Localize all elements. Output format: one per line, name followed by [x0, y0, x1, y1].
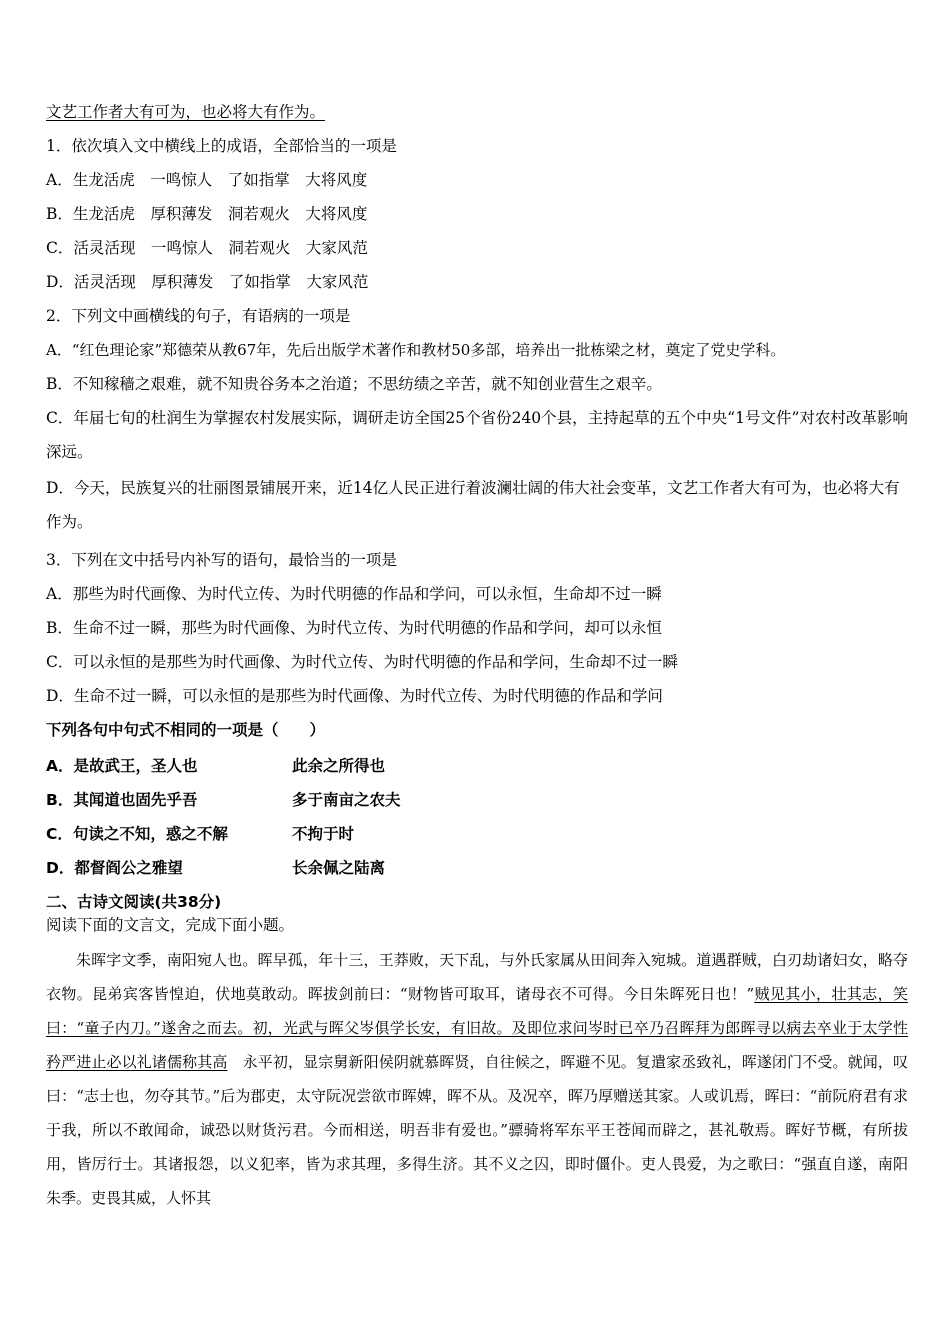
q1-option-a: A．生龙活虎 一鸣惊人 了如指掌 大将风度	[46, 171, 368, 189]
q2-option-d: D．今天，民族复兴的壮丽图景铺展开来，近14亿人民正进行着波澜壮阔的伟大社会变革，文艺工作者大有可为，也必将大有作为。	[46, 479, 900, 531]
q4-option-b	[46, 790, 401, 810]
q3-option-a: A．那些为时代画像、为时代立传、为时代明德的作品和学问，可以永恒，生命却不过一瞬	[46, 585, 662, 603]
classical-passage	[46, 943, 908, 1215]
q2-option-c: C．年届七旬的杜润生为掌握农村发展实际，调研走访全国25个省份240个县，主持起草的五个中央“1号文件”对农村改革影响深远。	[46, 409, 908, 461]
q4-option-c-right: 不拘于时	[292, 825, 355, 843]
passage-text-after: 永平初，显宗舅新阳侯阴就慕晖贤，自往候之，晖避不见。复遣家丞致礼，晖遂闭门不受。就闻，叹曰：“志士也，勿夺其节。”后为郡吏，太守阮况尝欲市晖婢，晖不从。及况卒，晖乃厚赠送其家。人或讥焉，晖曰：“前阮府君有求于我，所以不敢闻命，诚恐以财货污君。今而相送，明吾非有爱也。”骠骑将军东平王苍闻而辟之，甚礼敬焉。晖好节概，有所拔用，皆厉行士。其诸报怨，以义犯率，皆为求其理，多得生济。其不义之囚，即时僵仆。吏人畏爱，为之歌曰：“强直自遂，南阳朱季。吏畏其威，人怀其	[46, 1053, 908, 1207]
q1-stem: 1．依次填入文中横线上的成语，全部恰当的一项是	[46, 137, 397, 155]
section2-instruction: 阅读下面的文言文，完成下面小题。	[46, 916, 295, 934]
passage-underlined-text: 贼见其小，壮其志，笑曰：“童子内刀。”遂舍之而去。初，光武与晖父岑俱学长安，有旧故。及即位求问岑时已卒乃召晖拜为郎晖寻以病去卒业于太学性矜严进止必以礼诸儒称其高	[46, 985, 908, 1071]
q3-option-b: B．生命不过一瞬，那些为时代画像、为时代立传、为时代明德的作品和学问，却可以永恒	[46, 619, 662, 637]
q4-option-c	[46, 824, 354, 844]
q2-option-a: A．“红色理论家”郑德荣从教67年，先后出版学术著作和教材50多部，培养出一批栋梁之材，奠定了党史学科。	[46, 341, 786, 359]
top-line: 文艺工作者大有可为，也必将大有作为。	[46, 103, 326, 121]
q4-option-a-right: 此余之所得也	[292, 757, 386, 775]
q3-option-c: C．可以永恒的是那些为时代画像、为时代立传、为时代明德的作品和学问，生命却不过一瞬	[46, 653, 678, 671]
section2-heading: 二、古诗文阅读(共38分)	[46, 893, 222, 911]
q4-option-d	[46, 858, 385, 878]
q1-option-c: C．活灵活现 一鸣惊人 洞若观火 大家风范	[46, 239, 368, 257]
q4-option-d-left: D．都督阎公之雅望	[46, 859, 183, 877]
q2-stem: 2．下列文中画横线的句子，有语病的一项是	[46, 307, 351, 325]
q4-option-b-right: 多于南亩之农夫	[292, 791, 401, 809]
q2-option-b: B．不知稼穑之艰难，就不知贵谷务本之治道；不思纺绩之辛苦，就不知创业营生之艰辛。	[46, 375, 662, 393]
q4-option-a-left: A．是故武王，圣人也	[46, 757, 198, 775]
q4-option-d-right: 长余佩之陆离	[292, 859, 386, 877]
q1-option-b: B．生龙活虎 厚积薄发 洞若观火 大将风度	[46, 205, 368, 223]
q3-stem: 3．下列在文中括号内补写的语句，最恰当的一项是	[46, 551, 397, 569]
passage-text-before: 朱晖字文季，南阳宛人也。晖早孤，年十三，王莽败，天下乱，与外氏家属从田间奔入宛城。道遇群贼，白刃劫诸妇女，略夺衣物。昆弟宾客皆惶迫，伏地莫敢动。晖拔剑前曰：“财物皆可取耳，诸母衣不可得。今日朱晖死日也！”	[46, 951, 908, 1003]
q3-option-d: D．生命不过一瞬，可以永恒的是那些为时代画像、为时代立传、为时代明德的作品和学问	[46, 687, 663, 705]
q4-option-c-left: C．句读之不知，惑之不解	[46, 825, 228, 843]
q4-option-b-left: B．其闻道也固先乎吾	[46, 791, 198, 809]
q4-option-a	[46, 756, 385, 776]
passage-paragraph	[46, 943, 908, 1215]
q4-stem: 下列各句中句式不相同的一项是（ ）	[46, 721, 326, 739]
q1-option-d: D．活灵活现 厚积薄发 了如指掌 大家风范	[46, 273, 369, 291]
